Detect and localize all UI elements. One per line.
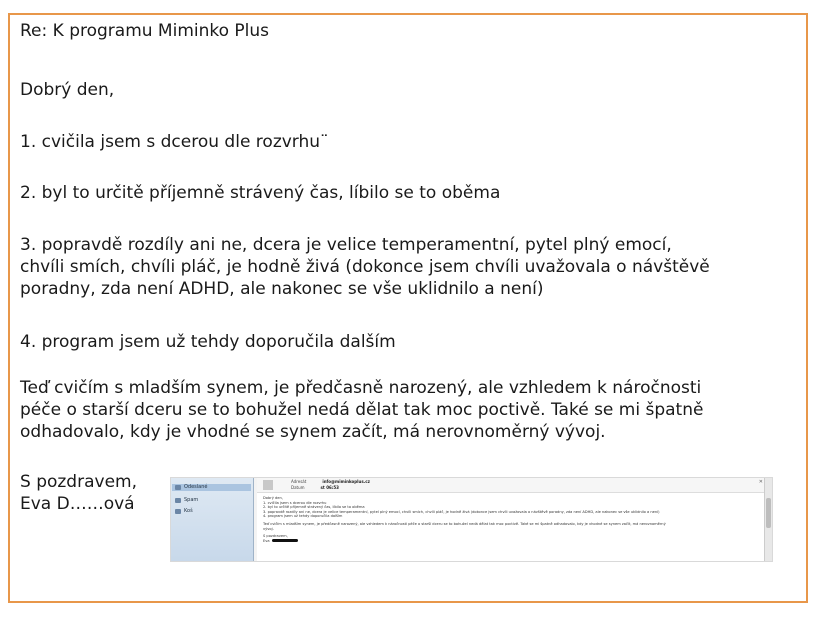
email-frame [8, 13, 808, 603]
mail-body-line: 1. cvičila jsem s dcerou dle rozvrhu [263, 500, 327, 505]
mail-signature-name: Eva [263, 538, 270, 543]
sent-icon [175, 485, 181, 490]
scrollbar[interactable] [764, 478, 772, 562]
recipient-value: info@miminkoplus.cz [322, 479, 370, 484]
mail-body-line [263, 539, 666, 544]
redaction-mark [272, 539, 298, 542]
mail-sidebar [171, 478, 254, 562]
mail-body-line: vývoj. [263, 526, 274, 531]
email-point-1: 1. cvičila jsem s dcerou dle rozvrhu¨ [20, 132, 329, 152]
sidebar-item-spam[interactable] [175, 497, 198, 504]
mail-message-pane [257, 478, 767, 562]
email-paragraph-line: péče o starší dceru se to bohužel nedá dělat tak moc poctivě. Také se mi špatně [20, 400, 704, 420]
email-paragraph-line: odhadovalo, kdy je vhodné se synem začít, má nerovnoměrný vývoj. [20, 422, 606, 442]
sign-off: S pozdravem, [20, 472, 137, 492]
email-signature-block [20, 471, 137, 515]
sidebar-item-label: Odeslané [184, 484, 208, 490]
recipient-label: Adresát [291, 479, 307, 484]
signature-name: Eva D……ová [20, 494, 135, 514]
mail-body-line: 3. popravdě rozdíly ani ne, dcera je velice temperamentní, pytel plný emocí, chvíli smích, chvíli pláč, je hodně živá (dokonce jsem chvíli uvažovala o návštěvě poradny, zda není ADHD, ale nakonec se vše uklidnilo a není) [263, 509, 660, 514]
mail-body [263, 496, 666, 543]
avatar [263, 480, 273, 490]
sidebar-item-sent[interactable] [172, 484, 251, 491]
trash-icon [175, 509, 181, 514]
date-label: Datum [291, 485, 305, 490]
date-value: st 06:53 [320, 485, 339, 490]
mail-body-line: Teď cvičím s mladším synem, je předčasně narozený, ale vzhledem k náročnosti péče o starší dceru se to bohužel nedá dělat tak moc poctivě. Také se mi špatně odhadovalo, kdy je vhodné se synem začít, má nerovnoměrný [263, 521, 666, 526]
sidebar-item-trash[interactable] [175, 508, 193, 515]
email-point-3-line: 3. popravdě rozdíly ani ne, dcera je velice temperamentní, pytel plný emocí, [20, 235, 672, 255]
close-icon[interactable]: ✕ [758, 479, 763, 485]
email-paragraph-line: Teď cvičím s mladším synem, je předčasně narozený, ale vzhledem k náročnosti [20, 378, 702, 398]
sidebar-item-label: Koš [184, 508, 193, 514]
mail-body-line: 2. byl to určitě příjemně strávený čas, líbilo se to oběma [263, 505, 365, 510]
mail-body-line: 4. program jsem už tehdy doporučila dalším [263, 514, 343, 519]
sidebar-item-label: Spam [184, 497, 199, 503]
email-point-3 [20, 234, 710, 300]
email-point-3-line: chvíli smích, chvíli pláč, je hodně živá (dokonce jsem chvíli uvažovala o návštěvě [20, 257, 710, 277]
spam-icon [175, 498, 181, 503]
email-greeting: Dobrý den, [20, 80, 115, 100]
embedded-mail-screenshot [170, 477, 773, 562]
scrollbar-thumb[interactable] [766, 498, 771, 528]
mail-body-line: Dobrý den, [263, 496, 283, 500]
email-point-3-line: poradny, zda není ADHD, ale nakonec se vše uklidnilo a není) [20, 279, 544, 299]
mail-header [257, 478, 767, 493]
mail-body-line: S pozdravem, [263, 534, 288, 539]
mail-recipient-row [291, 479, 370, 484]
email-point-4: 4. program jsem už tehdy doporučila dalším [20, 332, 396, 352]
email-subject: Re: K programu Miminko Plus [20, 21, 270, 41]
mail-date-row [291, 485, 339, 490]
email-paragraph [20, 377, 703, 443]
email-point-2: 2. byl to určitě příjemně strávený čas, líbilo se to oběma [20, 183, 501, 203]
